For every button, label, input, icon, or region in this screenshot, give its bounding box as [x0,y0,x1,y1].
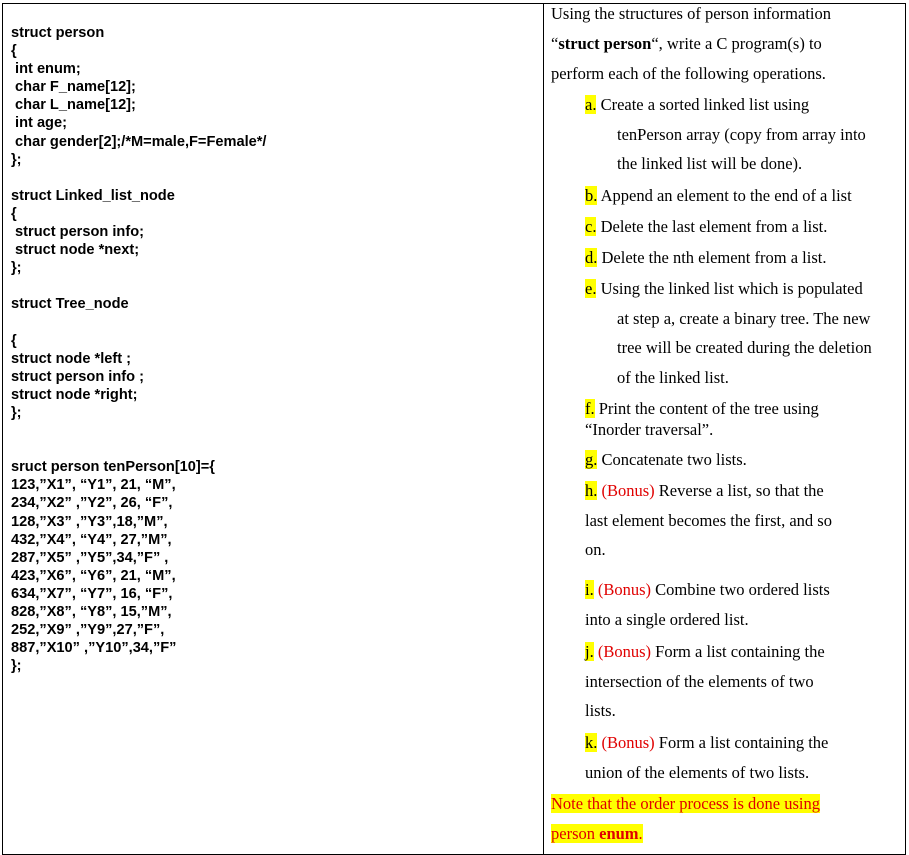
code-line: 123,”X1”, “Y1”, 21, “M”, [11,477,176,494]
code-line: 252,”X9” ,”Y9”,27,”F”, [11,622,165,639]
task-j-text: Form a list containing the [651,642,825,661]
code-line: struct person [11,25,105,41]
task-i-bonus: (Bonus) [593,580,652,599]
task-d [585,248,826,268]
task-k-marker: k. [585,733,598,752]
intro-line-2-rest: “, write a C program(s) to [651,34,822,53]
note-line-1-text: Note that the order process is done using [551,794,820,813]
code-line: }; [11,404,22,421]
task-b [585,186,852,206]
code-line: char gender[2];/*M=male,F=Female*/ [11,133,267,150]
code-line: }; [11,260,22,277]
code-line: 887,”X10” ,”Y10”,34,”F” [11,640,177,657]
task-i-marker: i. [585,580,594,599]
code-line: struct Linked_list_node [11,187,175,204]
task-j [585,642,825,662]
assignment-table [2,3,906,855]
task-j-marker: j. [585,642,594,661]
code-line: struct person info; [11,224,144,241]
task-g-text: Concatenate two lists. [597,450,747,469]
task-k-line-2: union of the elements of two lists. [585,763,810,782]
code-line: { [11,43,17,60]
task-a [585,95,809,115]
code-line: { [11,332,17,349]
task-a-line-2: tenPerson array (copy from array into [617,125,866,144]
task-e-text: Using the linked list which is populated [596,279,863,298]
code-column [11,24,536,675]
code-line: char L_name[12]; [11,97,136,114]
note-line-2-pre: person [551,824,600,843]
task-g-marker: g. [585,450,598,469]
code-line: struct node *left ; [11,350,131,367]
task-a-marker: a. [585,95,597,114]
task-b-text: Append an element to the end of a list [597,186,852,205]
code-line [11,277,536,295]
code-line: 423,”X6”, “Y6”, 21, “M”, [11,567,176,584]
note-line-1 [551,794,820,814]
code-line: struct Tree_node [11,296,129,313]
task-i-text: Combine two ordered lists [651,580,830,599]
code-line: char F_name[12]; [11,79,136,96]
task-j-line-3: lists. [585,701,616,720]
task-e [585,279,863,299]
task-c-marker: c. [585,217,597,236]
task-i-line-2: into a single ordered list. [585,610,749,629]
task-h-line-3: on. [585,540,606,559]
code-line: 128,”X3” ,”Y3”,18,”M”, [11,513,168,530]
code-line: { [11,205,17,222]
task-e-line-2: at step a, create a binary tree. The new [617,309,871,328]
note-line-2 [551,824,643,844]
code-line: int enum; [11,61,81,78]
code-line [11,422,536,440]
task-f-text: Print the content of the tree using [594,399,819,418]
task-i [585,580,830,600]
code-line [11,440,536,458]
code-line: 432,”X4”, “Y4”, 27,”M”, [11,531,172,548]
task-e-marker: e. [585,279,597,298]
intro-line-1: Using the structures of person information [551,4,831,23]
task-g [585,450,747,470]
task-e-line-3: tree will be created during the deletion [617,338,872,357]
code-line: struct person info ; [11,368,144,385]
code-line [11,169,536,187]
note-enum-keyword: enum [599,824,639,843]
task-d-text: Delete the nth element from a list. [597,248,827,267]
task-c [585,217,827,237]
task-b-marker: b. [585,186,598,205]
task-f [585,399,819,419]
task-c-text: Delete the last element from a list. [596,217,828,236]
task-h [585,481,824,501]
code-line: 634,”X7”, “Y7”, 16, “F”, [11,585,173,602]
code-line: sruct person tenPerson[10]={ [11,459,215,476]
task-e-line-4: of the linked list. [617,368,729,387]
task-a-line-3: the linked list will be done). [617,154,803,173]
task-h-bonus: (Bonus) [597,481,655,500]
intro-line-3: perform each of the following operations. [551,64,826,83]
code-line: 828,”X8”, “Y8”, 15,”M”, [11,604,172,620]
task-d-marker: d. [585,248,598,267]
code-line: struct node *next; [11,242,140,259]
code-line [11,314,536,332]
task-f-marker: f. [585,399,595,418]
task-j-bonus: (Bonus) [593,642,652,661]
code-line: }; [11,658,22,675]
task-k-text: Form a list containing the [654,733,829,752]
code-line: int age; [11,115,67,132]
code-line: 287,”X5” ,”Y5”,34,”F” , [11,549,169,566]
intro-line-2 [551,34,822,54]
task-k [585,733,828,753]
task-a-text: Create a sorted linked list using [596,95,810,114]
task-f-line-2: “Inorder traversal”. [585,420,714,439]
task-j-line-2: intersection of the elements of two [585,672,814,691]
code-line: 234,”X2” ,”Y2”, 26, “F”, [11,495,173,512]
code-line: struct node *right; [11,386,138,403]
task-h-text: Reverse a list, so that the [654,481,824,500]
intro-open-quote: “ [551,34,559,53]
intro-struct-name: struct person [558,34,652,53]
note-line-2-post: . [638,824,643,843]
task-h-marker: h. [585,481,598,500]
code-line: }; [11,151,22,168]
task-k-bonus: (Bonus) [597,733,655,752]
column-divider [543,4,544,854]
task-h-line-2: last element becomes the first, and so [585,511,832,530]
